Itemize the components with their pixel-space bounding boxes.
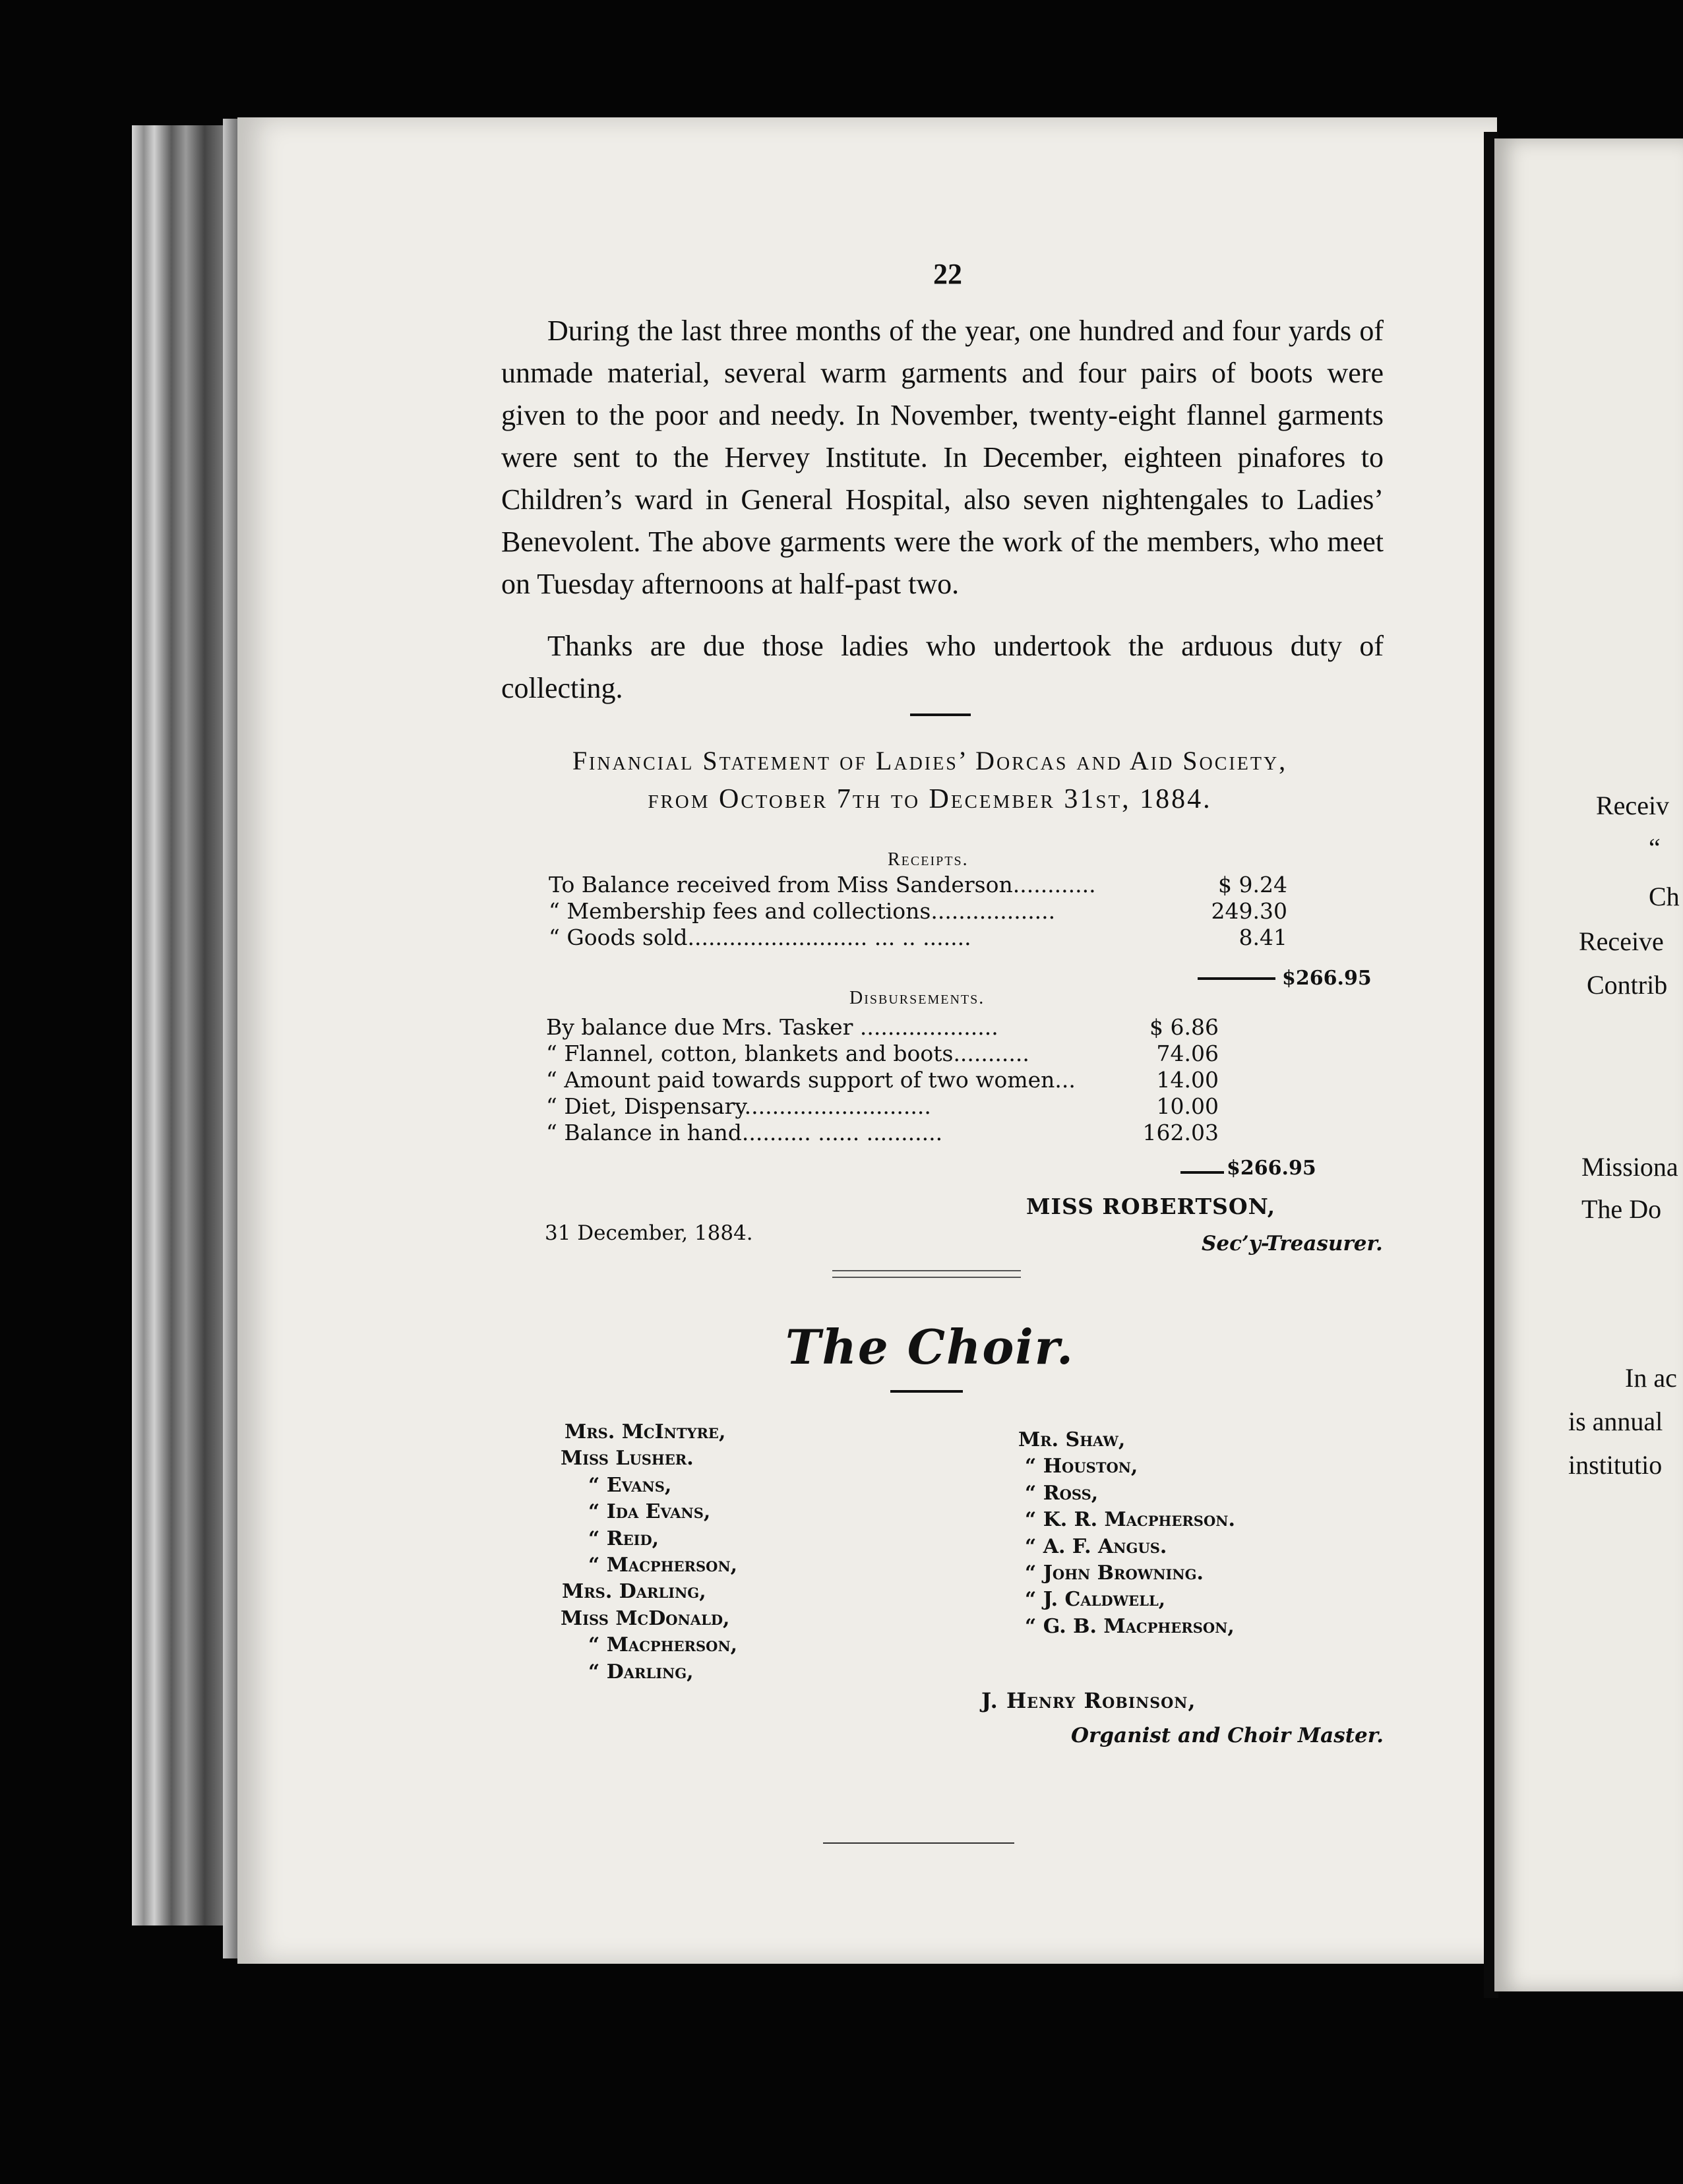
ledger-amount: $ 6.86	[1149, 1014, 1219, 1040]
ledger-label: “ Amount paid towards support of two women...	[546, 1067, 1076, 1093]
facing-fragment: In ac	[1625, 1363, 1677, 1393]
choir-director-role: Organist and Choir Master.	[1071, 1724, 1384, 1747]
facing-fragment: institutio	[1568, 1450, 1663, 1480]
section-divider	[890, 1390, 963, 1393]
facing-fragment: The Do	[1581, 1194, 1662, 1224]
body-paragraph: During the last three months of the year, one hundred and four yards of unmade material, several warm garments and four pairs of boots were given to the poor and needy. In November, twenty-eight flannel garments were sent to the Hervey Institute. In December, eighteen pinafores to Children’s ward in General Hospital, also seven nightengales to Ladies’ Benevolent. The above garments were the work of the members, who meet on Tuesday afternoons at half-past two.	[501, 315, 1384, 600]
ledger-amount: 249.30	[1211, 898, 1287, 924]
facing-fragment: is annual	[1568, 1407, 1663, 1436]
facing-fragment: Receive	[1579, 926, 1664, 956]
choir-member: “ Darling,	[588, 1660, 694, 1684]
page-number: 22	[933, 258, 962, 290]
choir-member: “ A. F. Angus.	[1025, 1534, 1167, 1558]
choir-member: “ Evans,	[588, 1473, 672, 1497]
ledger-label: “ Flannel, cotton, blankets and boots...........	[546, 1041, 1029, 1066]
closing-rule	[823, 1842, 1014, 1844]
choir-member: “ Ida Evans,	[588, 1500, 711, 1524]
choir-member: “ Macpherson,	[588, 1554, 738, 1577]
receipts-ledger	[549, 872, 1287, 951]
disbursements-heading: Disbursements.	[849, 988, 985, 1008]
facing-fragment: “	[1649, 833, 1661, 863]
ledger-amount: $ 9.24	[1218, 872, 1287, 897]
statement-subtitle: from October 7th to December 31st, 1884.	[648, 784, 1212, 814]
disbursements-ledger	[546, 1014, 1219, 1146]
choir-member: Miss Lusher.	[561, 1447, 694, 1471]
ledger-label: “ Goods sold.......................... ... .. .......	[549, 925, 971, 950]
choir-member: “ J. Caldwell,	[1025, 1588, 1166, 1612]
disbursements-total: $266.95	[1227, 1157, 1316, 1180]
choir-member: Mrs. Darling,	[562, 1580, 706, 1604]
choir-member: “ G. B. Macpherson,	[1025, 1614, 1235, 1638]
ledger-amount: 8.41	[1239, 925, 1287, 950]
signatory-role: Sec’y-Treasurer.	[1202, 1232, 1383, 1256]
signatory-name: MISS ROBERTSON,	[1026, 1194, 1276, 1219]
double-divider	[832, 1270, 1021, 1278]
ledger-label: “ Diet, Dispensary...........................	[546, 1093, 931, 1119]
choir-member: “ Houston,	[1025, 1455, 1138, 1478]
total-rule	[1180, 1171, 1224, 1174]
receipts-heading: Receipts.	[888, 849, 969, 870]
statement-title: Financial Statement of Ladies’ Dorcas and Aid Society,	[572, 746, 1288, 775]
statement-date: 31 December, 1884.	[545, 1221, 753, 1245]
ledger-label: To Balance received from Miss Sanderson............	[549, 872, 1096, 897]
choir-member: Mr. Shaw,	[1018, 1428, 1126, 1451]
choir-left-column	[561, 1419, 738, 1685]
ledger-label: “ Balance in hand.......... ...... ...........	[546, 1120, 943, 1145]
ledger-amount: 14.00	[1156, 1067, 1219, 1093]
facing-fragment: Missiona	[1581, 1152, 1678, 1182]
facing-fragment: Receiv	[1596, 791, 1670, 820]
choir-member: “ K. R. Macpherson.	[1025, 1508, 1235, 1532]
ledger-amount: 162.03	[1142, 1120, 1219, 1145]
choir-title: The Choir.	[785, 1319, 1075, 1375]
choir-member: “ Reid,	[588, 1527, 659, 1550]
choir-director-name: J. Henry Robinson,	[981, 1688, 1196, 1713]
choir-member: Mrs. McIntyre,	[565, 1420, 726, 1443]
body-paragraph: Thanks are due those ladies who undertook the arduous duty of collecting.	[501, 630, 1384, 704]
section-divider	[910, 713, 971, 716]
choir-member: Miss McDonald,	[561, 1606, 730, 1630]
facing-fragment: Ch	[1649, 882, 1680, 911]
choir-member: “ Ross,	[1025, 1481, 1099, 1505]
receipts-total: $266.95	[1282, 967, 1372, 990]
ledger-amount: 74.06	[1156, 1041, 1219, 1066]
facing-page	[1494, 138, 1683, 1991]
choir-right-column	[1018, 1427, 1235, 1640]
facing-fragment: Contrib	[1587, 970, 1668, 1000]
ledger-label: By balance due Mrs. Tasker ....................	[546, 1014, 998, 1040]
choir-member: “ Macpherson,	[588, 1633, 738, 1657]
ledger-label: “ Membership fees and collections..................	[549, 898, 1056, 924]
total-rule	[1198, 977, 1275, 980]
ledger-amount: 10.00	[1156, 1093, 1219, 1119]
choir-member: “ John Browning.	[1025, 1562, 1204, 1585]
